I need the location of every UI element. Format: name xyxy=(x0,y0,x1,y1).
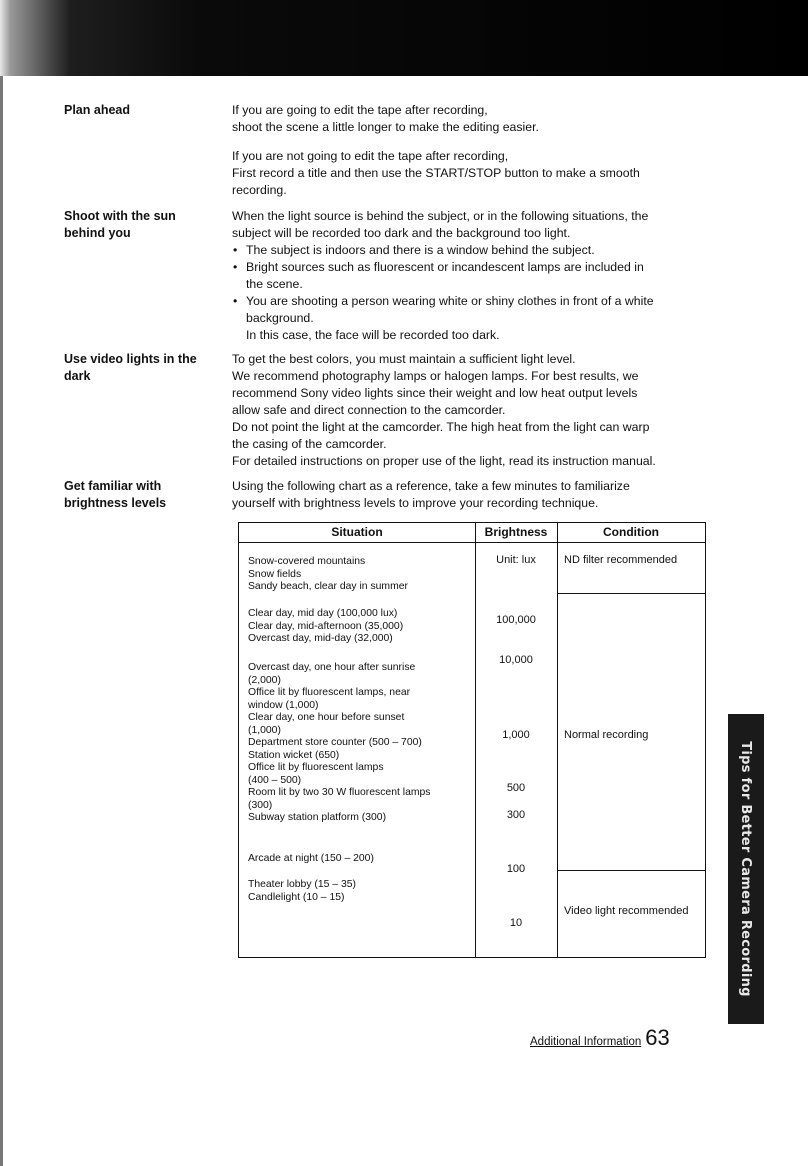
situation-group: Snow-covered mountains Snow fields Sandy beach, clear day in summer xyxy=(248,556,408,592)
condition-label: Normal recording xyxy=(564,729,649,741)
top-header-band xyxy=(0,0,808,76)
situation-group: Theater lobby (15 – 35) Candlelight (10 – 15) xyxy=(248,879,357,903)
section-body xyxy=(232,351,712,470)
section-heading: Plan ahead xyxy=(64,103,130,117)
condition-label: Video light recommended xyxy=(564,905,689,917)
paragraph: In this case, the face will be recorded too dark. xyxy=(246,328,500,342)
page-footer xyxy=(530,1027,670,1049)
condition-divider xyxy=(557,593,705,594)
footer-label: Additional Information xyxy=(530,1036,642,1048)
condition-label: ND filter recommended xyxy=(564,554,678,566)
brightness-value: 100,000 xyxy=(496,614,536,626)
situation-group: Clear day, mid day (100,000 lux) Clear day, mid-afternoon (35,000) Overcast day, mid-day (32,000) xyxy=(248,608,404,644)
paragraph: If you are going to edit the tape after recording, shoot the scene a little longer to make the editing easier. xyxy=(232,103,539,134)
brightness-unit: Unit: lux xyxy=(496,554,536,566)
column-divider xyxy=(557,523,558,957)
list-item: • The subject is indoors and there is a window behind the subject. xyxy=(232,242,712,259)
brightness-value: 1,000 xyxy=(502,729,530,741)
section-body xyxy=(232,478,712,512)
brightness-value: 100 xyxy=(506,863,526,875)
bullet-list xyxy=(232,242,712,327)
situation-group: Overcast day, one hour after sunrise (2,000) Office lit by fluorescent lamps, near window (1,000) Clear day, one hour before sunset (1,000) Department store counter (500 – 700) Station wicket (650) Office lit by fluorescent lamps (400 – 500) Room lit by two 30 W fluorescent lamps (300) Subway station platform (300) xyxy=(248,662,431,823)
column-header-situation: Situation xyxy=(331,525,383,539)
brightness-table xyxy=(238,522,706,958)
paragraph: Using the following chart as a reference, take a few minutes to familiarize yourself with brightness levels to improve your recording technique. xyxy=(232,479,630,510)
column-header-brightness: Brightness xyxy=(484,525,548,539)
side-tab-label: Tips for Better Camera Recording xyxy=(738,741,754,997)
brightness-value: 10,000 xyxy=(499,654,533,666)
list-item: • Bright sources such as fluorescent or incandescent lamps are included in the scene. xyxy=(232,259,712,293)
condition-divider xyxy=(557,870,705,871)
brightness-value: 500 xyxy=(506,782,526,794)
paragraph: If you are not going to edit the tape after recording, First record a title and then use the START/STOP button to make a smooth recording. xyxy=(232,149,640,197)
brightness-value: 10 xyxy=(509,917,523,929)
column-header-condition: Condition xyxy=(603,525,659,539)
header-rule xyxy=(239,542,705,543)
section-heading: Get familiar with brightness levels xyxy=(64,479,167,510)
section-heading: Use video lights in the dark xyxy=(64,352,197,383)
section-body xyxy=(232,208,712,344)
paragraph: To get the best colors, you must maintain a sufficient light level. We recommend photography lamps or halogen lamps. For best results, we recommend Sony video lights since their weight and low heat output levels allow safe and direct connection to the camcorder. Do not point the light at the camcorder. The high heat from the light can warp the casing of the camcorder. For detailed instructions on proper use of the light, read its instruction manual. xyxy=(232,352,656,468)
side-tab xyxy=(728,714,764,1024)
brightness-value: 300 xyxy=(506,809,526,821)
list-item: • You are shooting a person wearing white or shiny clothes in front of a white background. xyxy=(232,293,712,327)
section-heading: Shoot with the sun behind you xyxy=(64,209,176,240)
situation-group: Arcade at night (150 – 200) xyxy=(248,853,374,864)
page-number: 63 xyxy=(645,1025,670,1050)
paragraph: When the light source is behind the subject, or in the following situations, the subject will be recorded too dark and the background too light. xyxy=(232,209,649,240)
section-body xyxy=(232,102,712,199)
scan-edge xyxy=(0,76,3,1166)
